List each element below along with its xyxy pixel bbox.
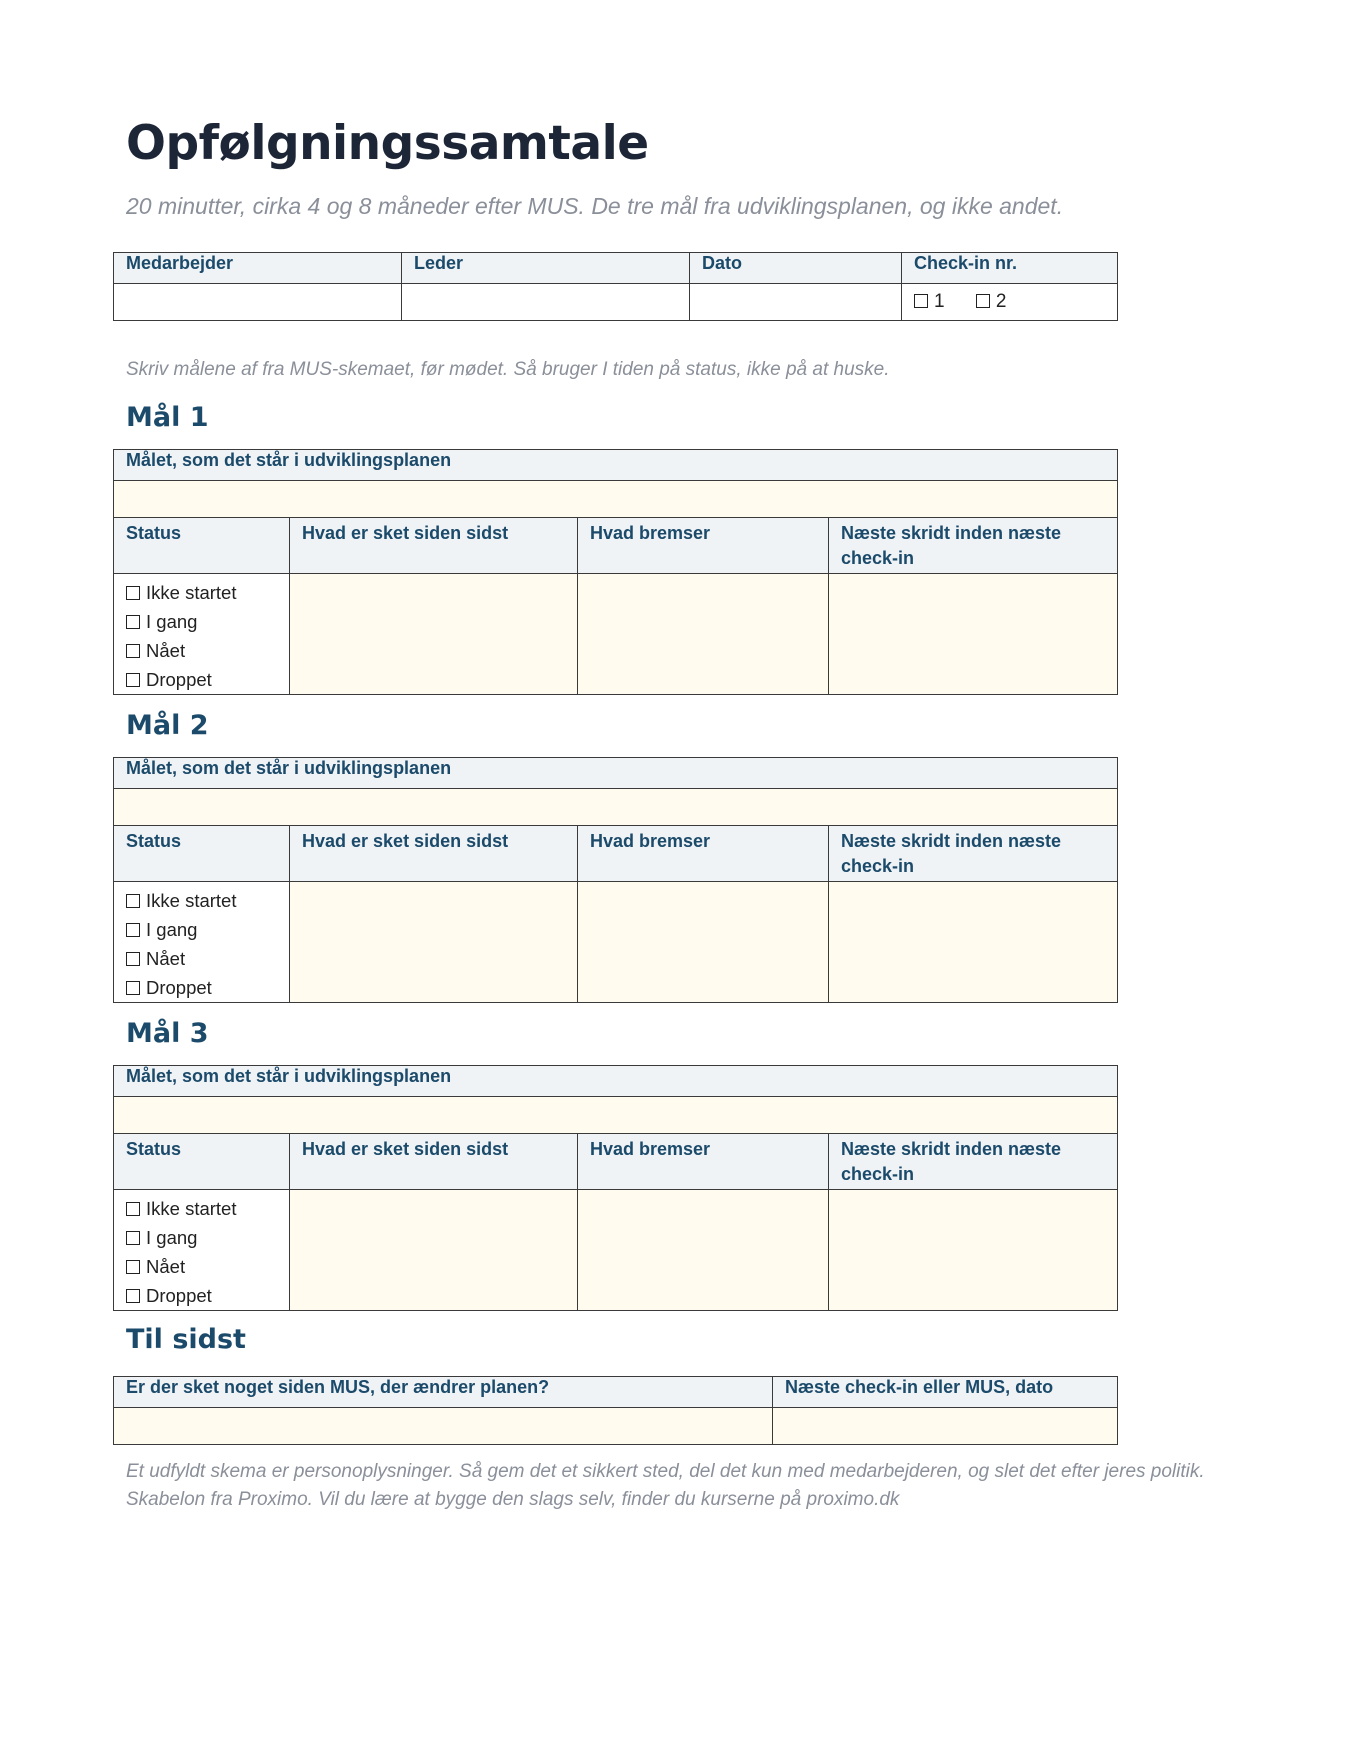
status-option[interactable]: Nået [126, 1252, 277, 1281]
status-cell [114, 574, 290, 695]
progress-header: Hvad er sket siden sidst [290, 1134, 578, 1190]
next-steps-header: Næste skridt inden næste check-in [829, 1134, 1118, 1190]
status-option[interactable]: Ikke startet [126, 886, 277, 915]
status-option[interactable]: Droppet [126, 1281, 277, 1310]
status-option[interactable]: Droppet [126, 973, 277, 1002]
checkbox-icon [126, 1260, 140, 1274]
status-options [126, 574, 277, 694]
page-title: Opfølgningssamtale [126, 116, 649, 171]
checkbox-icon [126, 923, 140, 937]
final-header-changes: Er der sket noget siden MUS, der ændrer planen? [114, 1377, 773, 1408]
checkbox-icon [126, 952, 140, 966]
progress-field[interactable] [290, 574, 578, 695]
checkin-options [902, 284, 1118, 321]
status-cell [114, 882, 290, 1003]
goal-table-2 [113, 757, 1118, 1003]
next-steps-field[interactable] [829, 574, 1118, 695]
checkin-option-2[interactable]: 2 [976, 291, 1007, 312]
final-table [113, 1376, 1118, 1445]
status-options [126, 1190, 277, 1310]
meta-table [113, 252, 1118, 321]
status-cell [114, 1190, 290, 1311]
checkin-option-1[interactable]: 1 [914, 291, 945, 312]
goal-label-header: Målet, som det står i udviklingsplanen [114, 450, 1118, 481]
checkbox-icon [126, 1202, 140, 1216]
progress-header: Hvad er sket siden sidst [290, 518, 578, 574]
goal-label-header: Målet, som det står i udviklingsplanen [114, 758, 1118, 789]
header-dato: Dato [690, 253, 902, 284]
checkbox-icon [914, 294, 928, 308]
next-steps-field[interactable] [829, 882, 1118, 1003]
status-option[interactable]: Nået [126, 944, 277, 973]
blockers-field[interactable] [578, 882, 829, 1003]
status-option[interactable]: Nået [126, 636, 277, 665]
status-option[interactable]: I gang [126, 1223, 277, 1252]
status-header: Status [114, 1134, 290, 1190]
goal-heading-2: Mål 2 [126, 710, 209, 741]
goal-heading-1: Mål 1 [126, 402, 209, 433]
final-next-date-field[interactable] [773, 1408, 1118, 1445]
dato-field[interactable] [690, 284, 902, 321]
medarbejder-field[interactable] [114, 284, 402, 321]
header-leder: Leder [402, 253, 690, 284]
privacy-note: Et udfyldt skema er personoplysninger. Så gem det et sikkert sted, del det kun med medarbejderen, og slet det efter jeres politik. [126, 1461, 1205, 1482]
checkbox-icon [126, 673, 140, 687]
blockers-field[interactable] [578, 574, 829, 695]
status-option[interactable]: I gang [126, 607, 277, 636]
goal-label-header: Målet, som det står i udviklingsplanen [114, 1066, 1118, 1097]
progress-field[interactable] [290, 1190, 578, 1311]
status-header: Status [114, 518, 290, 574]
checkbox-icon [126, 1289, 140, 1303]
intro-note: Skriv målene af fra MUS-skemaet, før mødet. Så bruger I tiden på status, ikke på at huske. [126, 359, 890, 380]
footer [126, 1458, 1216, 1514]
checkbox-icon [126, 644, 140, 658]
checkbox-icon [976, 294, 990, 308]
blockers-field[interactable] [578, 1190, 829, 1311]
final-header-next-date: Næste check-in eller MUS, dato [773, 1377, 1118, 1408]
checkbox-icon [126, 586, 140, 600]
checkbox-icon [126, 1231, 140, 1245]
final-changes-field[interactable] [114, 1408, 773, 1445]
blockers-header: Hvad bremser [578, 518, 829, 574]
status-option[interactable]: Ikke startet [126, 1194, 277, 1223]
goal-table-3 [113, 1065, 1118, 1311]
final-heading: Til sidst [126, 1324, 246, 1355]
status-option[interactable]: Ikke startet [126, 578, 277, 607]
status-option[interactable]: Droppet [126, 665, 277, 694]
page-subtitle: 20 minutter, cirka 4 og 8 måneder efter MUS. De tre mål fra udviklingsplanen, og ikke andet. [126, 193, 1064, 219]
blockers-header: Hvad bremser [578, 1134, 829, 1190]
next-steps-field[interactable] [829, 1190, 1118, 1311]
progress-header: Hvad er sket siden sidst [290, 826, 578, 882]
checkbox-icon [126, 894, 140, 908]
checkbox-icon [126, 615, 140, 629]
next-steps-header: Næste skridt inden næste check-in [829, 518, 1118, 574]
goal-heading-3: Mål 3 [126, 1018, 209, 1049]
goal-table-1 [113, 449, 1118, 695]
header-medarbejder: Medarbejder [114, 253, 402, 284]
credit-note: Skabelon fra Proximo. Vil du lære at bygge den slags selv, finder du kurserne på proximo.dk [126, 1489, 900, 1510]
goal-text-field[interactable] [114, 1097, 1118, 1134]
leder-field[interactable] [402, 284, 690, 321]
goal-text-field[interactable] [114, 789, 1118, 826]
status-option[interactable]: I gang [126, 915, 277, 944]
progress-field[interactable] [290, 882, 578, 1003]
blockers-header: Hvad bremser [578, 826, 829, 882]
goal-text-field[interactable] [114, 481, 1118, 518]
next-steps-header: Næste skridt inden næste check-in [829, 826, 1118, 882]
status-options [126, 882, 277, 1002]
status-header: Status [114, 826, 290, 882]
header-checkin: Check-in nr. [902, 253, 1118, 284]
checkbox-icon [126, 981, 140, 995]
